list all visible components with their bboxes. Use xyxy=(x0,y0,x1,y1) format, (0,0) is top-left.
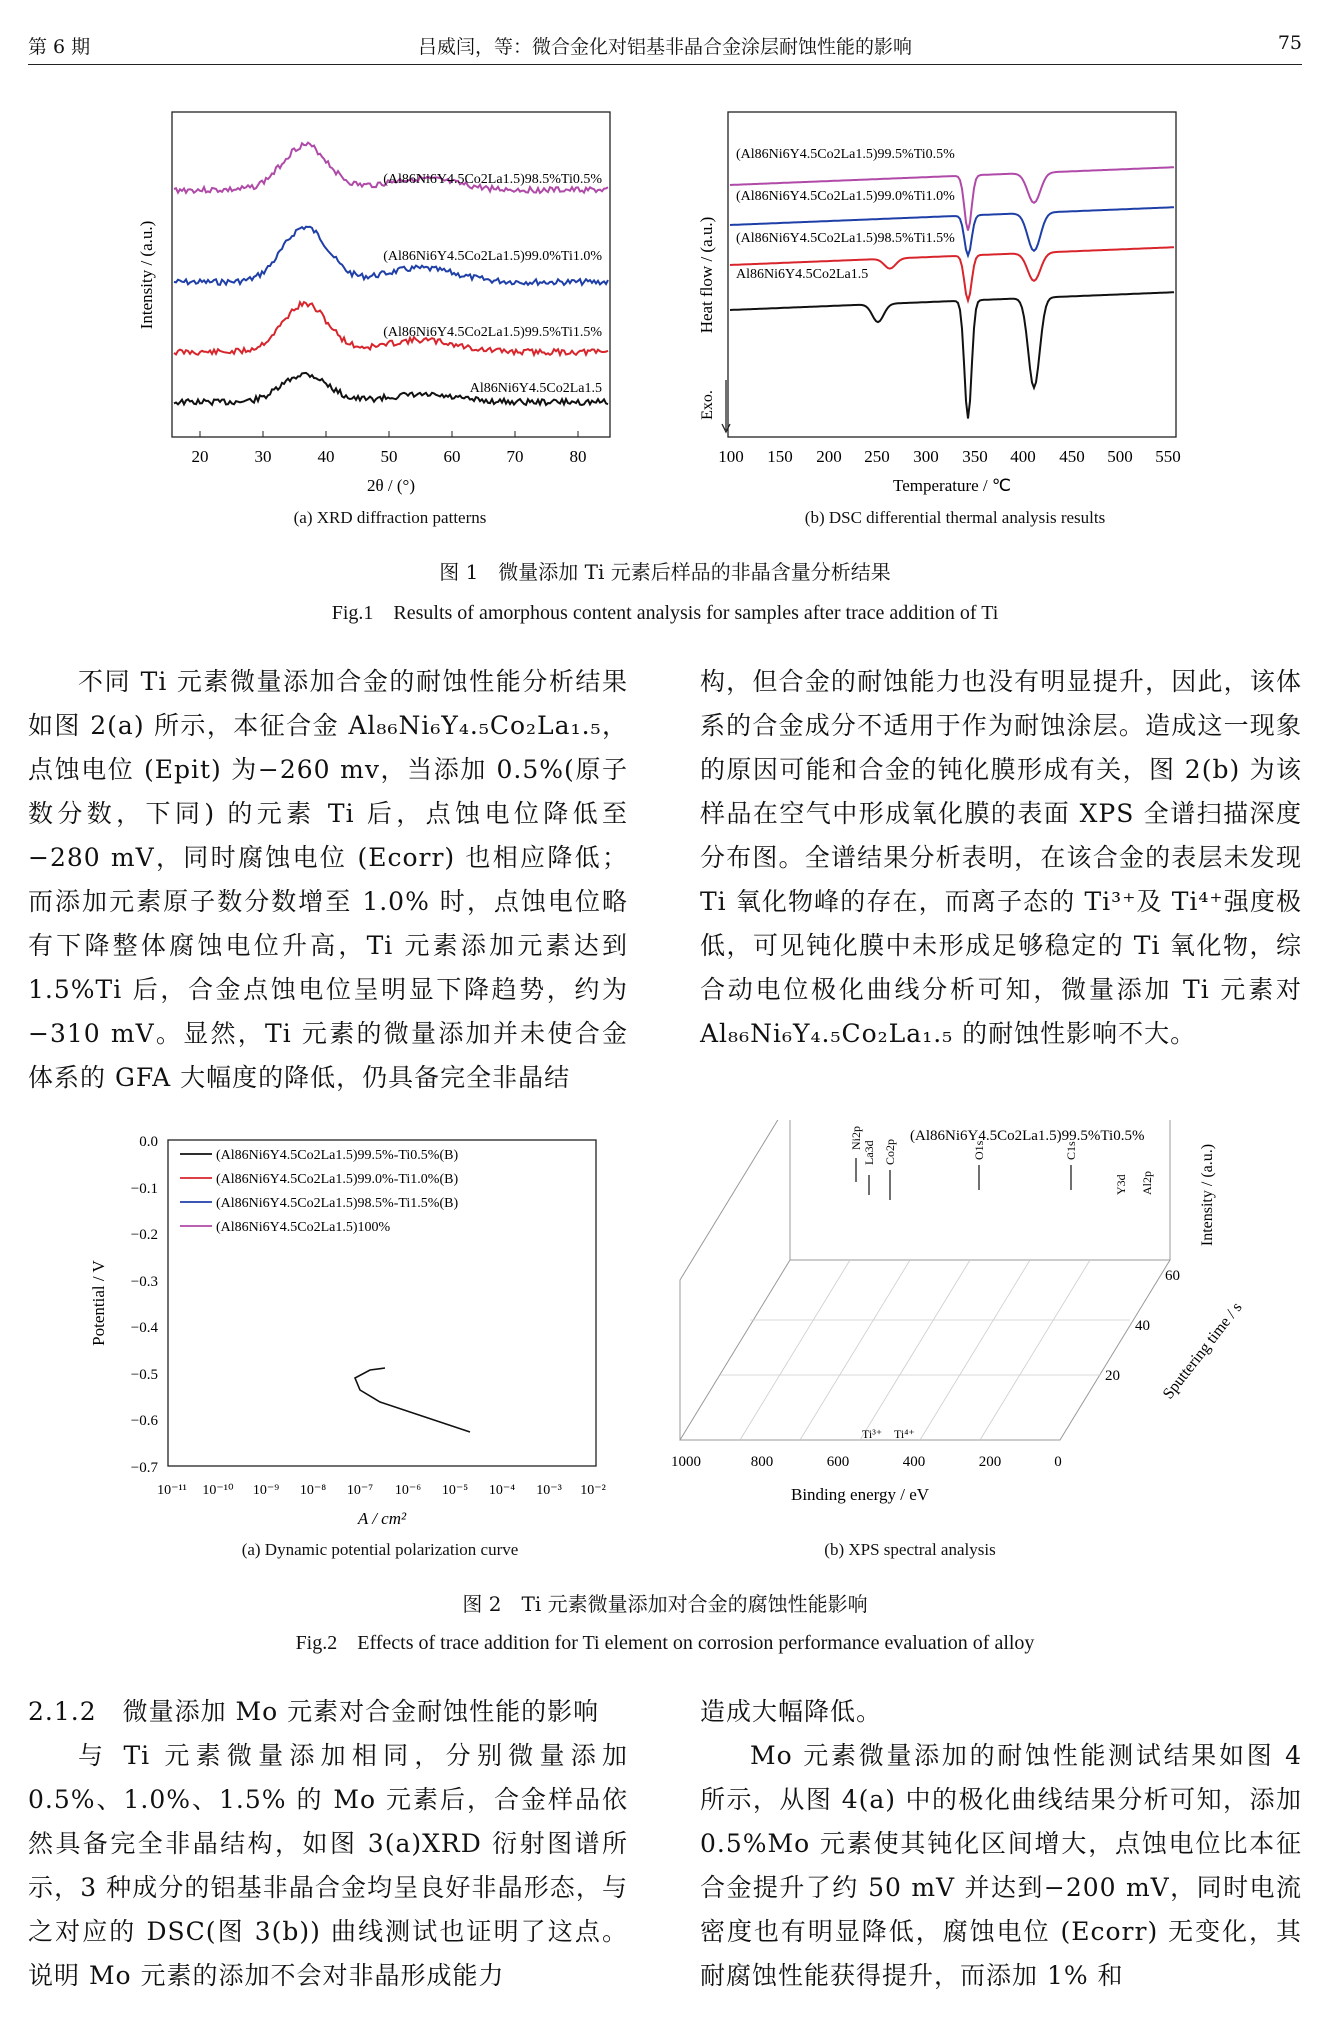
xrd-label: Al86Ni6Y4.5Co2La1.5 xyxy=(469,381,602,396)
fig1-svg xyxy=(0,0,1330,640)
dsc-chart xyxy=(697,112,1181,495)
fig1-caption-cn: 图 1 微量添加 Ti 元素后样品的非晶含量分析结果 xyxy=(439,560,891,584)
fig1a-subcaption: (a) XRD diffraction patterns xyxy=(293,508,487,527)
dsc-xticks xyxy=(718,447,1181,466)
xps-backwall-left xyxy=(680,1120,790,1440)
xrd-label: (Al86Ni6Y4.5Co2La1.5)98.5%Ti0.5% xyxy=(383,172,602,187)
legend-entry: (Al86Ni6Y4.5Co2La1.5)100% xyxy=(216,1220,391,1235)
fig2a-subcaption: (a) Dynamic potential polarization curve xyxy=(241,1540,519,1559)
dsc-xtick: 400 xyxy=(1010,447,1036,466)
xps-peak-labels xyxy=(849,1126,1154,1441)
dsc-xlabel: Temperature / ℃ xyxy=(893,476,1011,495)
pol-ytick: −0.7 xyxy=(130,1460,158,1476)
xrd-label: (Al86Ni6Y4.5Co2La1.5)99.5%Ti1.5% xyxy=(383,325,602,340)
xps-ztick: 20 xyxy=(1105,1368,1120,1384)
xps-xtick: 0 xyxy=(1054,1454,1062,1470)
xrd-xtick: 20 xyxy=(191,447,209,466)
pol-xtick: 10⁻⁸ xyxy=(299,1483,327,1498)
pol-ytick: −0.5 xyxy=(130,1367,158,1383)
pol-ylabel: Potential / V xyxy=(89,1260,108,1346)
peak-label: Ni2p xyxy=(849,1126,863,1150)
dsc-label: (Al86Ni6Y4.5Co2La1.5)99.5%Ti0.5% xyxy=(736,147,955,162)
dsc-xtick: 300 xyxy=(913,447,939,466)
xrd-label: (Al86Ni6Y4.5Co2La1.5)99.0%Ti1.0% xyxy=(383,249,602,264)
xps-xtick: 1000 xyxy=(671,1454,701,1470)
pol-xtick: 10⁻⁴ xyxy=(488,1483,516,1498)
peak-label: La3d xyxy=(862,1140,876,1165)
dsc-exo-label: Exo. xyxy=(699,390,716,420)
para1-left-column xyxy=(28,660,628,1100)
peak-label: Ti⁴⁺ xyxy=(894,1427,915,1441)
dsc-xtick: 450 xyxy=(1059,447,1085,466)
para1-right-column xyxy=(700,660,1302,1056)
pol-ytick: −0.6 xyxy=(130,1413,158,1429)
xps-zlabel: Sputtering time / s xyxy=(1159,1299,1246,1403)
xrd-ylabel: Intensity / (a.u.) xyxy=(137,220,156,330)
pol-xtick: 10⁻⁹ xyxy=(252,1483,280,1498)
pol-xlabel: A / cm² xyxy=(357,1509,407,1528)
para2-right-text-a: 造成大幅降低。 xyxy=(700,1697,883,1726)
pol-xtick: 10⁻⁶ xyxy=(394,1483,422,1498)
pol-xtick: 10⁻¹⁰ xyxy=(202,1483,234,1498)
para2-right-text-b: Mo 元素微量添加的耐蚀性能测试结果如图 4 所示，从图 4(a) 中的极化曲线结果分析可知，添加 0.5%Mo 元素使其钝化区间增大，点蚀电位比本征合金提升了约 50 mV 并达到−200 mV，同时电流密度也有明显降低，腐蚀电位 (Ecorr) 无变化，其耐腐蚀性能获得提升，而添加 1% 和 xyxy=(700,1741,1302,1990)
legend-entry: (Al86Ni6Y4.5Co2La1.5)99.5%-Ti0.5%(B) xyxy=(216,1148,459,1163)
running-title: 吕威闫，等：微合金化对铝基非晶合金涂层耐蚀性能的影响 xyxy=(417,36,912,58)
pol-ytick: −0.1 xyxy=(130,1181,158,1197)
xps-title: (Al86Ni6Y4.5Co2La1.5)99.5%Ti0.5% xyxy=(910,1128,1145,1144)
para1-left-text: 不同 Ti 元素微量添加合金的耐蚀性能分析结果如图 2(a) 所示，本征合金 Al₈₆Ni₆Y₄.₅Co₂La₁.₅，点蚀电位 (Epit) 为−260 mv，当添加 0.5%(原子数分数，下同) 的元素 Ti 后，点蚀电位降低至−280 mV，同时腐蚀电位 (Ecorr) 也相应降低；而添加元素原子数分数增至 1.0% 时，点蚀电位略有下降整体腐蚀电位升高，Ti 元素添加元素达到 1.5%Ti 后，合金点蚀电位呈明显下降趋势，约为−310 mV。显然，Ti 元素的微量添加并未使合金体系的 GFA 大幅度的降低，仍具备完全非晶结 xyxy=(28,667,628,1092)
fig1-caption-en: Fig.1 Results of amorphous content analysis for samples after trace addition of Ti xyxy=(331,602,999,624)
xps-grid xyxy=(720,1260,1130,1440)
dsc-label: (Al86Ni6Y4.5Co2La1.5)99.0%Ti1.0% xyxy=(736,189,955,204)
xps-xtick: 200 xyxy=(978,1454,1002,1470)
dsc-xtick: 150 xyxy=(767,447,793,466)
para2-left-column xyxy=(28,1690,628,1998)
fig2-svg xyxy=(0,1120,1330,1660)
dsc-xtick: 550 xyxy=(1155,447,1181,466)
fig1b-subcaption: (b) DSC differential thermal analysis results xyxy=(804,508,1106,527)
peak-label: O1s xyxy=(972,1140,986,1160)
fig2-caption-en: Fig.2 Effects of trace addition for Ti element on corrosion performance evaluation of alloy xyxy=(295,1632,1035,1654)
xps-xtick: 400 xyxy=(902,1454,926,1470)
xps-xticks xyxy=(671,1454,1062,1470)
xrd-xtick: 50 xyxy=(380,447,398,466)
peak-label: Y3d xyxy=(1114,1174,1128,1195)
pol-yticks xyxy=(131,1134,159,1476)
pol-xtick: 10⁻⁵ xyxy=(441,1483,469,1498)
polarization-chart xyxy=(89,1134,606,1528)
xrd-xtick: 40 xyxy=(317,447,335,466)
xps-ztick: 40 xyxy=(1135,1318,1150,1334)
xps-xlabel: Binding energy / eV xyxy=(790,1485,930,1504)
para2-left-text: 与 Ti 元素微量添加相同，分别微量添加 0.5%、1.0%、1.5% 的 Mo 元素后，合金样品依然具备完全非晶结构，如图 3(a)XRD 衍射图谱所示，3 种成分的铝基非晶合金均呈良好非晶形态，与之对应的 DSC(图 3(b)) 曲线测试也证明了这点。说明 Mo 元素的添加不会对非晶形成能力 xyxy=(28,1741,628,1990)
para1-right-text: 构，但合金的耐蚀能力也没有明显提升，因此，该体系的合金成分不适用于作为耐蚀涂层。造成这一现象的原因可能和合金的钝化膜形成有关，图 2(b) 为该样品在空气中形成氧化膜的表面 XPS 全谱扫描深度分布图。全谱结果分析表明，在该合金的表层未发现 Ti 氧化物峰的存在，而离子态的 Ti³⁺及 Ti⁴⁺强度极低，可见钝化膜中未形成足够稳定的 Ti 氧化物，综合动电位极化曲线分析可知，微量添加 Ti 元素对 Al₈₆Ni₆Y₄.₅Co₂La₁.₅ 的耐蚀性影响不大。 xyxy=(700,667,1302,1048)
pol-legend xyxy=(180,1148,458,1235)
pol-ytick: −0.2 xyxy=(130,1227,158,1243)
pol-xtick: 10⁻² xyxy=(580,1483,606,1498)
xrd-xtick: 30 xyxy=(254,447,272,466)
peak-label: Co2p xyxy=(883,1138,897,1165)
dsc-xtick: 350 xyxy=(962,447,988,466)
pol-frame xyxy=(168,1140,596,1466)
dsc-label: Al86Ni6Y4.5Co2La1.5 xyxy=(736,267,869,282)
xrd-xlabel: 2θ / (°) xyxy=(367,476,415,495)
pol-ytick: −0.4 xyxy=(130,1320,158,1336)
dsc-curve-black xyxy=(730,292,1174,418)
legend-entry: (Al86Ni6Y4.5Co2La1.5)98.5%-Ti1.5%(B) xyxy=(216,1196,459,1211)
dsc-xtick: 500 xyxy=(1107,447,1133,466)
xrd-xtick: 80 xyxy=(569,447,587,466)
pol-xticks xyxy=(157,1483,606,1498)
xps-ylabel: Intensity / (a.u.) xyxy=(1199,1143,1216,1247)
dsc-xtick: 250 xyxy=(864,447,890,466)
fig2b-subcaption: (b) XPS spectral analysis xyxy=(824,1540,996,1559)
pol-xtick: 10⁻¹¹ xyxy=(157,1483,187,1498)
xps-xtick: 600 xyxy=(826,1454,850,1470)
dsc-label: (Al86Ni6Y4.5Co2La1.5)98.5%Ti1.5% xyxy=(736,231,955,246)
xps-floor xyxy=(680,1260,1170,1440)
xps-chart xyxy=(671,1120,1246,1504)
xrd-chart xyxy=(137,112,610,495)
fig2-caption-cn: 图 2 Ti 元素微量添加对合金的腐蚀性能影响 xyxy=(462,1592,868,1616)
dsc-xtick: 100 xyxy=(718,447,744,466)
dsc-ylabel: Heat flow / (a.u.) xyxy=(697,216,716,334)
pol-xtick: 10⁻⁷ xyxy=(346,1483,374,1498)
legend-entry: (Al86Ni6Y4.5Co2La1.5)99.0%-Ti1.0%(B) xyxy=(216,1172,459,1187)
figure-2 xyxy=(0,1120,1330,1660)
dsc-xtick: 200 xyxy=(816,447,842,466)
page-number: 75 xyxy=(1277,32,1302,54)
peak-label: C1s xyxy=(1064,1141,1078,1160)
issue-number: 第 6 期 xyxy=(28,36,91,58)
xps-zticks xyxy=(1105,1268,1180,1384)
peak-label: Al2p xyxy=(1140,1171,1154,1195)
xrd-xtick: 70 xyxy=(506,447,524,466)
xrd-xtick: 60 xyxy=(443,447,461,466)
pol-ytick: −0.3 xyxy=(130,1274,158,1290)
pol-ytick: 0.0 xyxy=(139,1134,158,1150)
xps-ztick: 60 xyxy=(1165,1268,1180,1284)
figure-1 xyxy=(0,0,1330,640)
section-heading: 2.1.2 微量添加 Mo 元素对合金耐蚀性能的影响 xyxy=(28,1697,600,1726)
pol-xtick: 10⁻³ xyxy=(536,1483,562,1498)
para2-right-column xyxy=(700,1690,1302,1998)
xps-xtick: 800 xyxy=(750,1454,774,1470)
pol-curve-black xyxy=(355,1368,470,1432)
xrd-xticks xyxy=(192,431,587,466)
peak-label: Ti³⁺ xyxy=(862,1427,883,1441)
